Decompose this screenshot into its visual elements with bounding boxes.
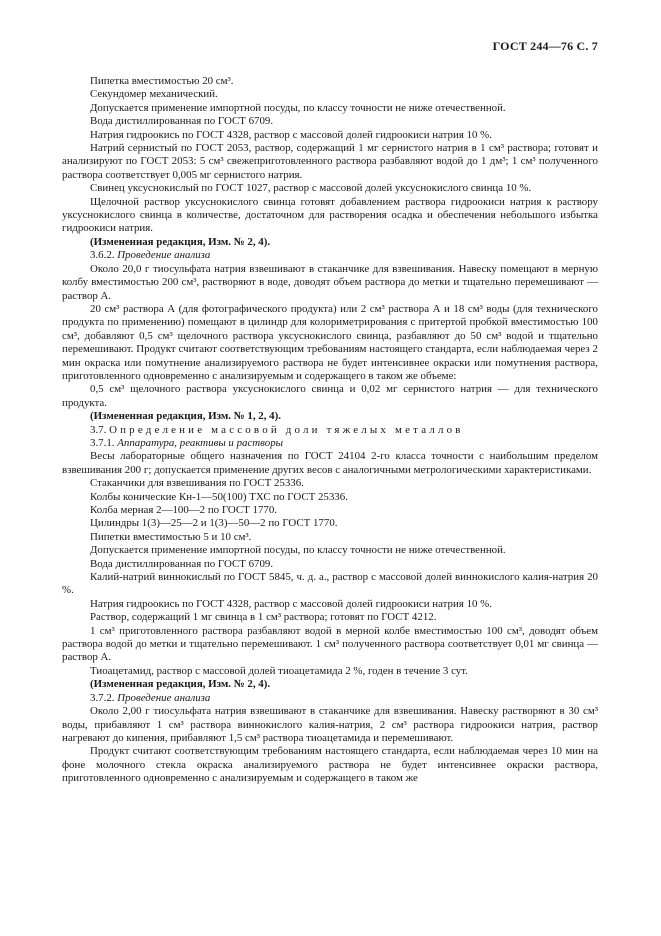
section-title: Проведение анализа — [117, 249, 211, 262]
body-paragraph: Вода дистиллированная по ГОСТ 6709. — [90, 557, 274, 570]
body-paragraph: Калий-натрий виннокислый по ГОСТ 5845, ч. д. а., раствор с массовой долей виннокислого калия-натрия 20 %. — [62, 571, 598, 597]
body-paragraph: Продукт считают соответствующим требованиям настоящего стандарта, если наблюдаемая через 10 мин на фоне молочного стекла окраска анализируемого раствора не будет интенсивнее окраски раствора, приготовленного одновременно с анализируемым и содержащего в таком же — [62, 745, 598, 785]
subsection-heading — [62, 249, 598, 262]
section-heading — [62, 424, 598, 437]
body-paragraph: Колбы конические Кн-1—50(100) ТХС по ГОСТ 25336. — [90, 490, 348, 503]
body-paragraph: Секундомер механический. — [90, 88, 218, 101]
body-paragraph: Допускается применение импортной посуды, по классу точности не ниже отечественной. — [90, 101, 506, 114]
section-title: Проведение анализа — [117, 691, 211, 704]
subsection-heading — [62, 692, 598, 705]
body-paragraph: Около 20,0 г тиосульфата натрия взвешивают в стаканчике для взвешивания. Навеску помещают в мерную колбу вместимостью 200 см³, растворяют в воде, доводят объем раствора до метки и тщательно перемешивают — раствор А. — [62, 262, 598, 302]
section-number: 3.7.1. — [90, 436, 115, 449]
body-paragraph: Натрия гидроокись по ГОСТ 4328, раствор с массовой долей гидроокиси натрия 10 %. — [90, 597, 492, 610]
body-paragraph: Колба мерная 2—100—2 по ГОСТ 1770. — [90, 504, 278, 516]
body-paragraph: Тиоацетамид, раствор с массовой долей тиоацетамида 2 %, годен в течение 3 сут. — [90, 664, 468, 677]
body-paragraph: 0,5 см³ щелочного раствора уксуснокислого свинца и 0,02 мг сернистого натрия — для технического продукта. — [62, 383, 598, 409]
amendment-note: (Измененная редакция, Изм. № 1, 2, 4). — [90, 410, 281, 423]
body-paragraph: Пипетка вместимостью 20 см³. — [90, 75, 234, 87]
page-header: ГОСТ 244—76 С. 7 — [492, 39, 598, 53]
amendment-note: (Измененная редакция, Изм. № 2, 4). — [90, 235, 271, 248]
section-number: 3.7. — [90, 423, 107, 436]
body-paragraph: Цилиндры 1(3)—25—2 и 1(3)—50—2 по ГОСТ 1770. — [90, 517, 338, 530]
body-paragraph: Весы лабораторные общего назначения по ГОСТ 24104 2-го класса точности с наибольшим пределом взвешивания 200 г; допускается применение других весов с аналогичными метрологическими характеристиками. — [62, 450, 598, 476]
body-paragraph: 20 см³ раствора А (для фотографического продукта) или 2 см³ раствора А и 18 см³ воды (для технического продукта по применению) помещают в цилиндр для колориметрирования с притертой пробкой вместимостью 100 см³, добавляют 0,5 см³ щелочного раствора уксуснокислого свинца, разбавляют до 50 см³ водой и тщательно перемешивают. Продукт считают соответствующим требованиям настоящего стандарта, если наблюдаемая через 2 мин окраска или помутнение анализируемого раствора не будет интенсивнее окраски или помутнения раствора, приготовленного одновременно с анализируемым и содержащего в таком же объеме: — [62, 302, 598, 382]
section-title: Аппаратура, реактивы и растворы — [117, 436, 284, 449]
body-paragraph: Раствор, содержащий 1 мг свинца в 1 см³ раствора; готовят по ГОСТ 4212. — [90, 611, 437, 624]
section-number: 3.7.2. — [90, 691, 115, 704]
amendment-note: (Измененная редакция, Изм. № 2, 4). — [90, 678, 271, 691]
body-paragraph: Натрий сернистый по ГОСТ 2053, раствор, содержащий 1 мг сернистого натрия в 1 см³ раствора; готовят и анализируют по ГОСТ 2053: 5 см³ свежеприготовленного раствора разбавляют водой до 1 дм³; 1 см³ полученного раствора соответствует 0,005 мг сернистого натрия. — [62, 142, 598, 181]
body-paragraph: Щелочной раствор уксуснокислого свинца готовят добавлением раствора гидроокиси натрия к раствору уксуснокислого свинца в количестве, достаточном для растворения осадка и обеспечения небольшого избытка гидроокиси натрия. — [62, 195, 598, 235]
body-paragraph: Натрия гидроокись по ГОСТ 4328, раствор с массовой долей гидроокиси натрия 10 %. — [90, 128, 492, 141]
body-paragraph: Около 2,00 г тиосульфата натрия взвешивают в стаканчике для взвешивания. Навеску растворяют в 30 см³ воды, прибавляют 1 см³ раствора виннокислого калия-натрия, 2 см³ раствора гидроокиси натрия, раствор нагревают до кипения, прибавляют 1,5 см³ раствора тиоацетамида и перемешивают. — [62, 705, 598, 744]
section-title: Определение массовой доли тяжелых металлов — [109, 423, 464, 436]
body-paragraph: Пипетки вместимостью 5 и 10 см³. — [90, 530, 252, 543]
body-paragraph: Свинец уксуснокислый по ГОСТ 1027, раствор с массовой долей уксуснокислого свинца 10 %. — [90, 182, 532, 195]
body-paragraph: Стаканчики для взвешивания по ГОСТ 25336. — [90, 477, 304, 490]
body-paragraph: 1 см³ приготовленного раствора разбавляют водой в мерной колбе вместимостью 100 см³, доводят объем раствора водой до метки и тщательно перемешивают. 1 см³ полученного раствора соответствует 0,01 мг свинца — раствор А. — [62, 624, 598, 664]
document-body — [62, 75, 598, 786]
body-paragraph: Вода дистиллированная по ГОСТ 6709. — [90, 115, 274, 128]
subsection-heading — [62, 437, 598, 450]
section-number: 3.6.2. — [90, 249, 115, 262]
body-paragraph: Допускается применение импортной посуды, по классу точности не ниже отечественной. — [90, 544, 506, 557]
